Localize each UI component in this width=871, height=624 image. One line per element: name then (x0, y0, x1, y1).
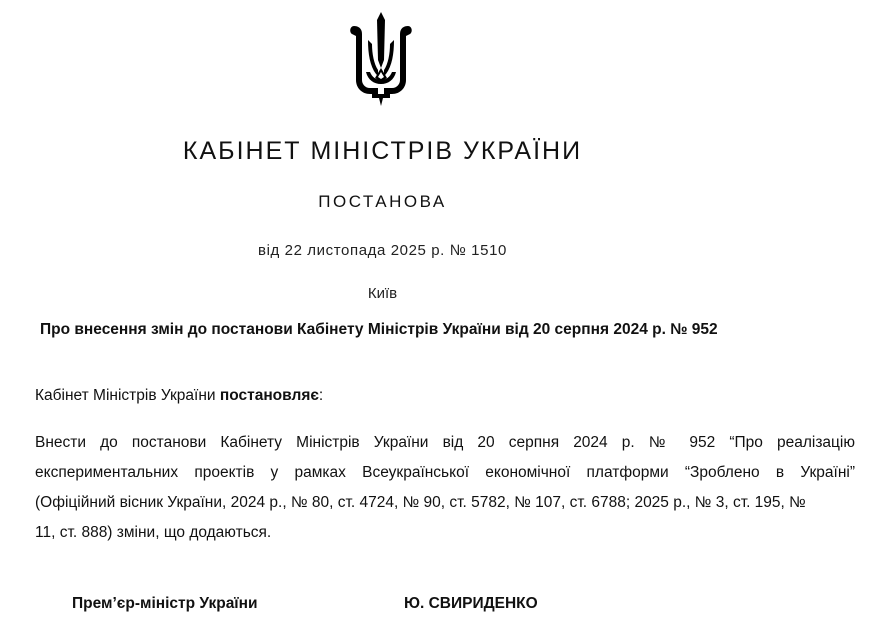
body-line: Внести до постанови Кабінету Міністрів України від 20 серпня 2024 р. № 952 “Про реалізацію (35, 434, 855, 451)
signatory-role: Прем’єр-міністр України (72, 595, 258, 612)
body-line: експериментальних проектів у рамках Всеукраїнської економічної платформи “Зроблено в Україні” (35, 464, 855, 481)
body-line: 11, ст. 888) зміни, що додаються. (35, 524, 272, 541)
organization-title: КАБІНЕТ МІНІСТРІВ УКРАЇНИ (182, 137, 583, 165)
document-type: ПОСТАНОВА (318, 192, 447, 211)
document-subject: Про внесення змін до постанови Кабінету Міністрів України від 20 серпня 2024 р. № 952 (40, 321, 718, 338)
document-city: Київ (367, 285, 398, 302)
intro-keyword: постановляє (219, 387, 319, 404)
body-paragraph (35, 428, 855, 548)
intro-prefix: Кабінет Міністрів України (35, 387, 220, 404)
body-line: (Офіційний вісник України, 2024 р., № 80, ст. 4724, № 90, ст. 5782, № 107, ст. 6788; 2025 р., № 3, ст. 195, № (35, 494, 806, 511)
signatory-name: Ю. СВИРИДЕНКО (404, 595, 538, 612)
document-date: від 22 листопада 2025 р. № 1510 (258, 242, 507, 259)
intro-suffix: : (318, 387, 324, 404)
trident-coat-of-arms-icon (348, 10, 414, 108)
intro-paragraph (35, 387, 323, 405)
